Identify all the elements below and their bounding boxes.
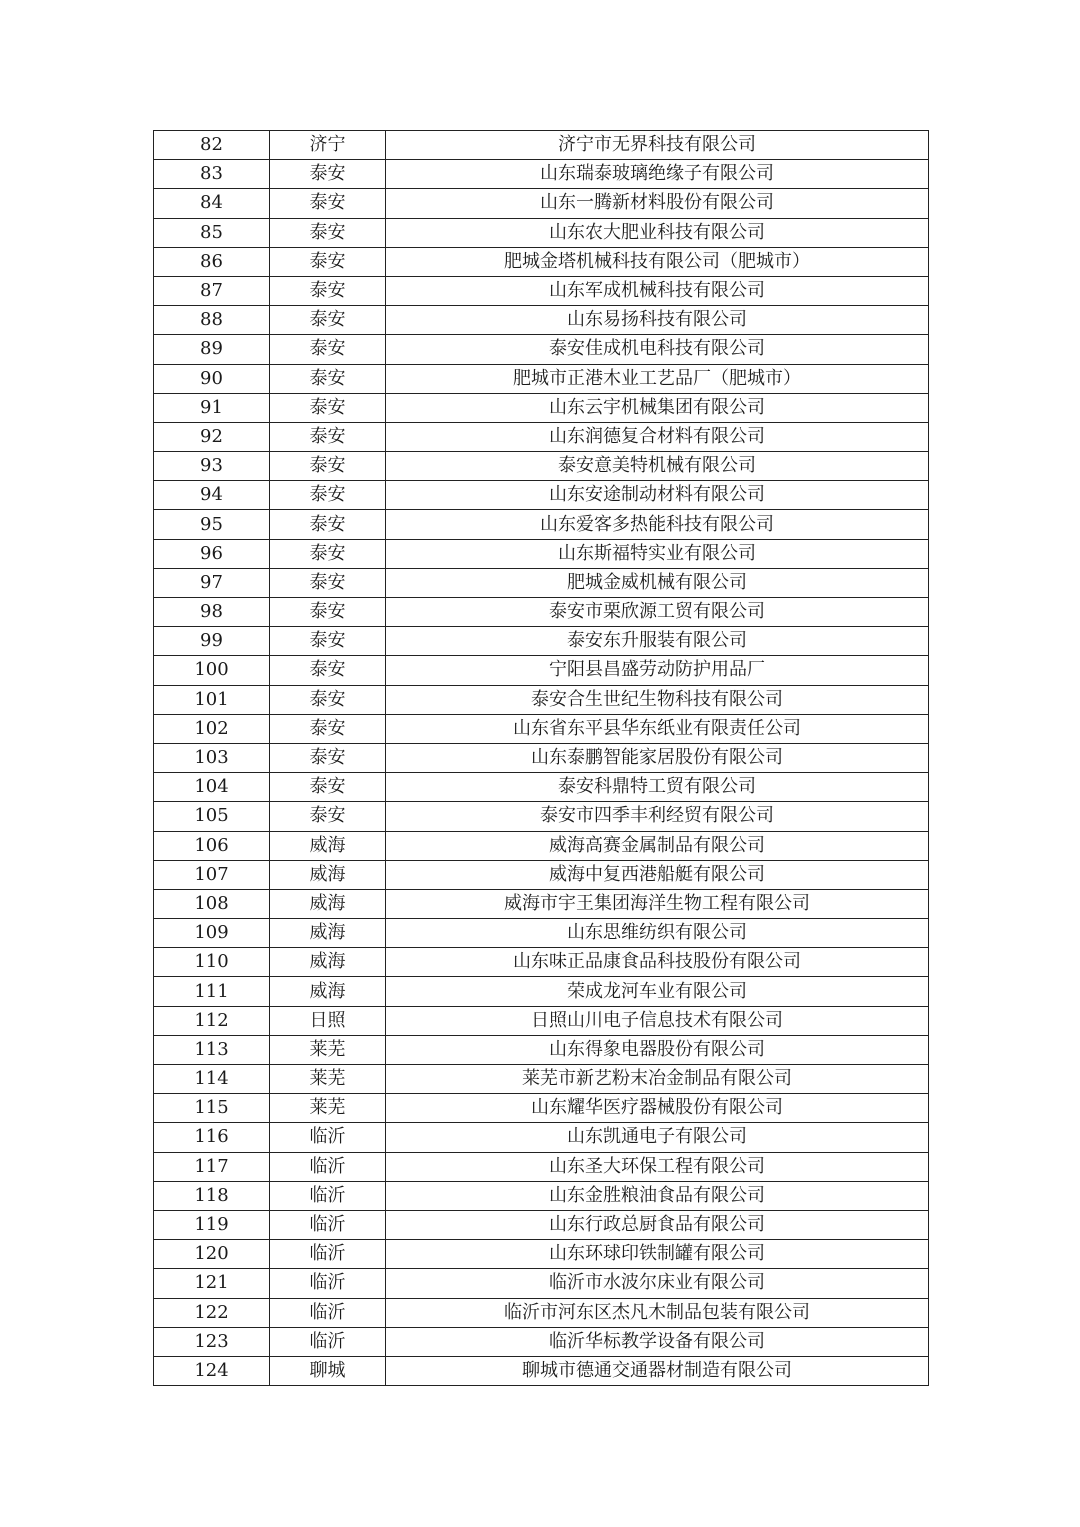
company-name-cell: 泰安东升服装有限公司: [386, 627, 929, 656]
row-number-cell: 119: [154, 1210, 270, 1239]
city-cell: 泰安: [270, 685, 386, 714]
city-cell: 泰安: [270, 364, 386, 393]
row-number-cell: 83: [154, 160, 270, 189]
table-row: [154, 773, 929, 802]
city-cell: 临沂: [270, 1152, 386, 1181]
company-name-cell: 聊城市德通交通器材制造有限公司: [386, 1356, 929, 1385]
table-row: [154, 160, 929, 189]
company-name-cell: 山东军成机械科技有限公司: [386, 276, 929, 305]
row-number-cell: 91: [154, 393, 270, 422]
city-cell: 临沂: [270, 1327, 386, 1356]
company-name-cell: 山东云宇机械集团有限公司: [386, 393, 929, 422]
table-row: [154, 422, 929, 451]
row-number-cell: 121: [154, 1269, 270, 1298]
row-number-cell: 100: [154, 656, 270, 685]
company-name-cell: 日照山川电子信息技术有限公司: [386, 1006, 929, 1035]
row-number-cell: 99: [154, 627, 270, 656]
company-name-cell: 山东耀华医疗器械股份有限公司: [386, 1094, 929, 1123]
table-row: [154, 189, 929, 218]
table-row: [154, 218, 929, 247]
row-number-cell: 118: [154, 1181, 270, 1210]
table-row: [154, 393, 929, 422]
table-row: [154, 860, 929, 889]
city-cell: 泰安: [270, 335, 386, 364]
company-name-cell: 山东行政总厨食品有限公司: [386, 1210, 929, 1239]
city-cell: 威海: [270, 860, 386, 889]
city-cell: 莱芜: [270, 1065, 386, 1094]
row-number-cell: 103: [154, 743, 270, 772]
row-number-cell: 116: [154, 1123, 270, 1152]
company-name-cell: 山东易扬科技有限公司: [386, 306, 929, 335]
table-row: [154, 948, 929, 977]
company-name-cell: 山东思维纺织有限公司: [386, 919, 929, 948]
company-name-cell: 山东斯福特实业有限公司: [386, 539, 929, 568]
city-cell: 泰安: [270, 189, 386, 218]
company-name-cell: 威海中复西港船艇有限公司: [386, 860, 929, 889]
company-name-cell: 山东金胜粮油食品有限公司: [386, 1181, 929, 1210]
company-name-cell: 肥城市正港木业工艺品厂（肥城市）: [386, 364, 929, 393]
table-row: [154, 364, 929, 393]
row-number-cell: 107: [154, 860, 270, 889]
table-row: [154, 452, 929, 481]
city-cell: 威海: [270, 977, 386, 1006]
city-cell: 泰安: [270, 714, 386, 743]
row-number-cell: 85: [154, 218, 270, 247]
table-row: [154, 306, 929, 335]
city-cell: 威海: [270, 831, 386, 860]
row-number-cell: 115: [154, 1094, 270, 1123]
city-cell: 泰安: [270, 422, 386, 451]
table-row: [154, 568, 929, 597]
table-row: [154, 276, 929, 305]
row-number-cell: 96: [154, 539, 270, 568]
company-name-cell: 山东农大肥业科技有限公司: [386, 218, 929, 247]
row-number-cell: 97: [154, 568, 270, 597]
table-row: [154, 977, 929, 1006]
row-number-cell: 98: [154, 598, 270, 627]
city-cell: 泰安: [270, 773, 386, 802]
row-number-cell: 114: [154, 1065, 270, 1094]
row-number-cell: 92: [154, 422, 270, 451]
city-cell: 泰安: [270, 247, 386, 276]
row-number-cell: 109: [154, 919, 270, 948]
row-number-cell: 113: [154, 1035, 270, 1064]
table-row: [154, 919, 929, 948]
city-cell: 临沂: [270, 1181, 386, 1210]
row-number-cell: 87: [154, 276, 270, 305]
city-cell: 聊城: [270, 1356, 386, 1385]
company-name-cell: 临沂华标教学设备有限公司: [386, 1327, 929, 1356]
company-name-cell: 山东泰鹏智能家居股份有限公司: [386, 743, 929, 772]
city-cell: 莱芜: [270, 1035, 386, 1064]
city-cell: 泰安: [270, 656, 386, 685]
company-name-cell: 山东环球印铁制罐有限公司: [386, 1240, 929, 1269]
company-name-cell: 山东味正品康食品科技股份有限公司: [386, 948, 929, 977]
table-row: [154, 335, 929, 364]
company-name-cell: 山东爱客多热能科技有限公司: [386, 510, 929, 539]
company-name-cell: 山东省东平县华东纸业有限责任公司: [386, 714, 929, 743]
table-row: [154, 510, 929, 539]
row-number-cell: 93: [154, 452, 270, 481]
row-number-cell: 108: [154, 889, 270, 918]
city-cell: 泰安: [270, 627, 386, 656]
table-row: [154, 598, 929, 627]
table-row: [154, 1094, 929, 1123]
company-name-cell: 宁阳县昌盛劳动防护用品厂: [386, 656, 929, 685]
city-cell: 泰安: [270, 160, 386, 189]
row-number-cell: 84: [154, 189, 270, 218]
table-row: [154, 1181, 929, 1210]
table-row: [154, 743, 929, 772]
row-number-cell: 94: [154, 481, 270, 510]
company-name-cell: 山东安途制动材料有限公司: [386, 481, 929, 510]
city-cell: 泰安: [270, 568, 386, 597]
table-row: [154, 481, 929, 510]
table-row: [154, 889, 929, 918]
row-number-cell: 123: [154, 1327, 270, 1356]
company-name-cell: 山东一腾新材料股份有限公司: [386, 189, 929, 218]
company-name-cell: 泰安佳成机电科技有限公司: [386, 335, 929, 364]
city-cell: 泰安: [270, 510, 386, 539]
company-name-cell: 肥城金威机械有限公司: [386, 568, 929, 597]
city-cell: 日照: [270, 1006, 386, 1035]
city-cell: 临沂: [270, 1210, 386, 1239]
company-name-cell: 济宁市无界科技有限公司: [386, 131, 929, 160]
city-cell: 威海: [270, 948, 386, 977]
company-name-cell: 泰安意美特机械有限公司: [386, 452, 929, 481]
table-row: [154, 1356, 929, 1385]
row-number-cell: 101: [154, 685, 270, 714]
company-name-cell: 威海市宇王集团海洋生物工程有限公司: [386, 889, 929, 918]
company-name-cell: 泰安科鼎特工贸有限公司: [386, 773, 929, 802]
city-cell: 莱芜: [270, 1094, 386, 1123]
table-row: [154, 1210, 929, 1239]
table-row: [154, 831, 929, 860]
company-name-cell: 临沂市河东区杰凡木制品包装有限公司: [386, 1298, 929, 1327]
company-name-cell: 山东凯通电子有限公司: [386, 1123, 929, 1152]
row-number-cell: 104: [154, 773, 270, 802]
table-row: [154, 539, 929, 568]
table-row: [154, 1298, 929, 1327]
row-number-cell: 105: [154, 802, 270, 831]
row-number-cell: 124: [154, 1356, 270, 1385]
row-number-cell: 86: [154, 247, 270, 276]
city-cell: 临沂: [270, 1269, 386, 1298]
company-name-cell: 山东圣大环保工程有限公司: [386, 1152, 929, 1181]
row-number-cell: 111: [154, 977, 270, 1006]
company-name-cell: 荣成龙河车业有限公司: [386, 977, 929, 1006]
company-name-cell: 威海高赛金属制品有限公司: [386, 831, 929, 860]
city-cell: 泰安: [270, 218, 386, 247]
table-row: [154, 1269, 929, 1298]
table-body: [154, 131, 929, 1386]
row-number-cell: 122: [154, 1298, 270, 1327]
company-name-cell: 肥城金塔机械科技有限公司（肥城市）: [386, 247, 929, 276]
city-cell: 泰安: [270, 598, 386, 627]
row-number-cell: 82: [154, 131, 270, 160]
table-row: [154, 656, 929, 685]
table-row: [154, 627, 929, 656]
city-cell: 泰安: [270, 452, 386, 481]
company-name-cell: 临沂市水波尔床业有限公司: [386, 1269, 929, 1298]
table-row: [154, 247, 929, 276]
row-number-cell: 89: [154, 335, 270, 364]
document-page: [153, 130, 928, 1386]
table-row: [154, 802, 929, 831]
table-row: [154, 1123, 929, 1152]
company-name-cell: 泰安市栗欣源工贸有限公司: [386, 598, 929, 627]
table-row: [154, 131, 929, 160]
city-cell: 泰安: [270, 276, 386, 305]
row-number-cell: 112: [154, 1006, 270, 1035]
city-cell: 泰安: [270, 743, 386, 772]
city-cell: 威海: [270, 889, 386, 918]
row-number-cell: 95: [154, 510, 270, 539]
table-row: [154, 714, 929, 743]
table-row: [154, 1006, 929, 1035]
table-row: [154, 1035, 929, 1064]
row-number-cell: 117: [154, 1152, 270, 1181]
company-list-table: [153, 130, 929, 1386]
table-row: [154, 1240, 929, 1269]
company-name-cell: 山东瑞泰玻璃绝缘子有限公司: [386, 160, 929, 189]
company-name-cell: 山东润德复合材料有限公司: [386, 422, 929, 451]
row-number-cell: 106: [154, 831, 270, 860]
table-row: [154, 1152, 929, 1181]
city-cell: 泰安: [270, 393, 386, 422]
row-number-cell: 88: [154, 306, 270, 335]
company-name-cell: 泰安市四季丰利经贸有限公司: [386, 802, 929, 831]
row-number-cell: 102: [154, 714, 270, 743]
row-number-cell: 110: [154, 948, 270, 977]
company-name-cell: 山东得象电器股份有限公司: [386, 1035, 929, 1064]
city-cell: 临沂: [270, 1240, 386, 1269]
company-name-cell: 莱芜市新艺粉末冶金制品有限公司: [386, 1065, 929, 1094]
city-cell: 济宁: [270, 131, 386, 160]
company-name-cell: 泰安合生世纪生物科技有限公司: [386, 685, 929, 714]
city-cell: 泰安: [270, 802, 386, 831]
city-cell: 临沂: [270, 1298, 386, 1327]
city-cell: 泰安: [270, 481, 386, 510]
table-row: [154, 1327, 929, 1356]
table-row: [154, 685, 929, 714]
city-cell: 泰安: [270, 306, 386, 335]
row-number-cell: 90: [154, 364, 270, 393]
city-cell: 威海: [270, 919, 386, 948]
city-cell: 泰安: [270, 539, 386, 568]
city-cell: 临沂: [270, 1123, 386, 1152]
table-row: [154, 1065, 929, 1094]
row-number-cell: 120: [154, 1240, 270, 1269]
